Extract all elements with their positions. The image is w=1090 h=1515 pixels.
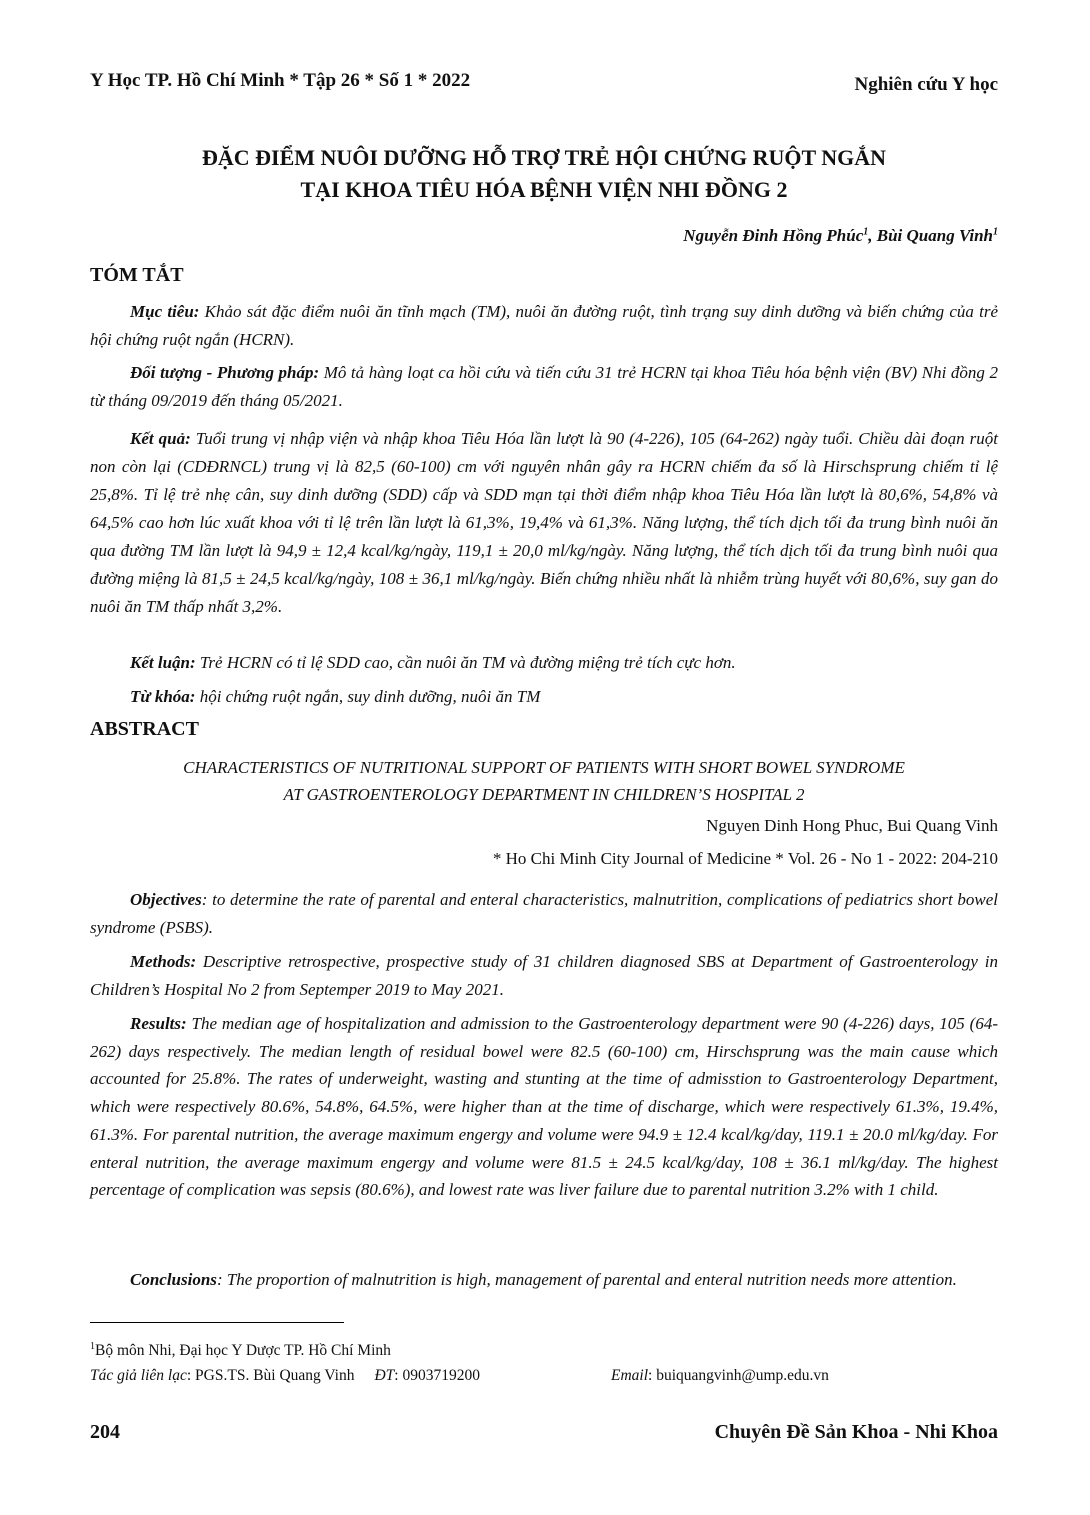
tomtat-objective <box>90 298 998 354</box>
affil-sup: 1 <box>863 226 869 238</box>
text: : PGS.TS. Bùi Quang Vinh <box>186 1367 355 1384</box>
title-line: AT GASTROENTEROLOGY DEPARTMENT IN CHILDREN’S HOSPITAL 2 <box>283 785 805 804</box>
abstract-authors: Nguyen Dinh Hong Phuc, Bui Quang Vinh <box>706 816 998 835</box>
abstract-conclusions <box>90 1266 998 1294</box>
authors <box>683 226 998 246</box>
affil-sup: 1 <box>993 226 998 238</box>
text: hội chứng ruột ngắn, suy dinh dưỡng, nuôi ăn TM <box>195 687 541 706</box>
label: Tác giả liên lạc <box>90 1367 187 1384</box>
tomtat-keywords <box>90 683 998 711</box>
text: : to determine the rate of parental and enteral characteristics, malnutrition, complications of pediatrics short bowel syndrome (PSBS). <box>90 890 998 937</box>
label: Từ khóa: <box>130 687 196 706</box>
footnote-rule <box>90 1322 344 1323</box>
label: Đối tượng - Phương pháp: <box>130 363 320 382</box>
abstract-methods <box>90 948 998 1004</box>
abstract-results <box>90 1010 998 1204</box>
citation: * Ho Chi Minh City Journal of Medicine * Vol. 26 - No 1 - 2022: 204-210 <box>492 849 998 868</box>
label: Email <box>611 1367 649 1384</box>
label: Mục tiêu: <box>130 302 200 321</box>
title-line: TẠI KHOA TIÊU HÓA BỆNH VIỆN NHI ĐỒNG 2 <box>300 177 788 202</box>
text: Khảo sát đặc điểm nuôi ăn tĩnh mạch (TM), nuôi ăn đường ruột, tình trạng suy dinh dưỡng và biến chứng của trẻ hội chứng ruột ngắn (HCRN). <box>90 302 998 349</box>
tomtat-conclusion <box>90 649 998 677</box>
section-header: Nghiên cứu Y học <box>854 74 998 95</box>
tomtat-results <box>90 425 998 621</box>
journal-header: Y Học TP. Hồ Chí Minh * Tập 26 * Số 1 * 2022 <box>90 70 471 91</box>
label: Results: <box>130 1014 187 1033</box>
tomtat-heading: TÓM TẮT <box>90 264 184 286</box>
author: Nguyễn Đinh Hồng Phúc <box>683 226 864 245</box>
text: Trẻ HCRN có tỉ lệ SDD cao, cần nuôi ăn TM và đường miệng trẻ tích cực hơn. <box>195 653 736 672</box>
text: Bộ môn Nhi, Đại học Y Dược TP. Hồ Chí Minh <box>95 1342 391 1360</box>
text: : buiquangvinh@ump.edu.vn <box>648 1367 829 1384</box>
text: : 0903719200 <box>394 1367 480 1384</box>
text: Descriptive retrospective, prospective study of 31 children diagnosed SBS at Department of Gastroenterology in Children’s Hospital No 2 from Septemper 2019 to May 2021. <box>90 952 998 999</box>
footnote-affiliation <box>90 1341 391 1360</box>
author: Bùi Quang Vinh <box>876 226 993 245</box>
label: Methods: <box>130 952 197 971</box>
abstract-title <box>90 754 998 808</box>
issue-title: Chuyên Đề Sản Khoa - Nhi Khoa <box>714 1421 998 1443</box>
abstract-objectives <box>90 886 998 942</box>
text: Tuổi trung vị nhập viện và nhập khoa Tiêu Hóa lần lượt là 90 (4-226), 105 (64-262) ngày tuổi. Chiều dài đoạn ruột non còn lại (CDĐRNCL) trung vị là 82,5 (60-100) cm với nguyên nhân gây ra HCRN chiếm đa số là Hirschsprung chiếm tỉ lệ 25,8%. Tỉ lệ trẻ nhẹ cân, suy dinh dưỡng (SDD) cấp và SDD mạn tại thời điểm nhập khoa Tiêu Hóa lần lượt là 80,6%, 54,8% và 64,5% cao hơn lúc xuất khoa với tỉ lệ trên lần lượt là 61,3%, 19,4% và 61,3%. Năng lượng, thể tích dịch tối đa trung bình nuôi ăn qua đường TM lần lượt là 94,9 ± 12,4 kcal/kg/ngày, 119,1 ± 20,0 ml/kg/ngày. Năng lượng, thể tích dịch tối đa trung bình nuôi qua đường miệng là 81,5 ± 24,5 kcal/kg/ngày, 108 ± 36,1 ml/kg/ngày. Biến chứng nhiều nhất là nhiễm trùng huyết với 80,6%, suy gan do nuôi ăn TM thấp nhất 3,2%. <box>90 429 998 616</box>
article-title <box>90 142 998 206</box>
sup: 1 <box>90 1341 95 1352</box>
tomtat-methods <box>90 359 998 415</box>
page-number: 204 <box>90 1421 120 1443</box>
abstract-heading: ABSTRACT <box>90 718 199 740</box>
sep: , <box>868 226 877 245</box>
footnote-email <box>611 1367 829 1385</box>
title-line: CHARACTERISTICS OF NUTRITIONAL SUPPORT OF PATIENTS WITH SHORT BOWEL SYNDROME <box>183 758 905 777</box>
label: Objectives <box>130 890 202 909</box>
text: : The proportion of malnutrition is high, management of parental and enteral nutrition needs more attention. <box>216 1270 957 1289</box>
title-line: ĐẶC ĐIỂM NUÔI DƯỠNG HỖ TRỢ TRẺ HỘI CHỨNG RUỘT NGẮN <box>201 145 887 170</box>
footnote-contact <box>90 1367 480 1385</box>
text: Mô tả hàng loạt ca hồi cứu và tiến cứu 31 trẻ HCRN tại khoa Tiêu hóa bệnh viện (BV) Nhi đồng 2 từ tháng 09/2019 đến tháng 05/2021. <box>90 363 998 410</box>
label: Kết luận: <box>130 653 196 672</box>
label: Conclusions <box>130 1270 217 1289</box>
label: Kết quả: <box>130 429 191 448</box>
label: ĐT <box>374 1367 395 1384</box>
text: The median age of hospitalization and admission to the Gastroenterology department were 90 (4-226) days, 105 (64-262) days respectively. The median length of residual bowel were 82.5 (60-100) cm, Hirschsprung was the main cause which accounted for 25.8%. The rates of underweight, wasting and stunting at the time of admisstion to Gastroenterology Department, which were respectively 80.6%, 54.8%, 64.5%, were higher than at the time of discharge, which were respectively 61.3%, 19.4%, 61.3%. For parental nutrition, the average maximum engergy and volume were 94.9 ± 12.4 kcal/kg/day, 119.1 ± 20.0 ml/kg/day. For enteral nutrition, the average maximum engergy and volume were 81.5 ± 24.5 kcal/kg/day, 108 ± 36.1 ml/kg/day. The highest percentage of complication was sepsis (80.6%), and lowest rate was liver failure due to parental nutrition 3.2% with 1 child. <box>90 1014 998 1200</box>
